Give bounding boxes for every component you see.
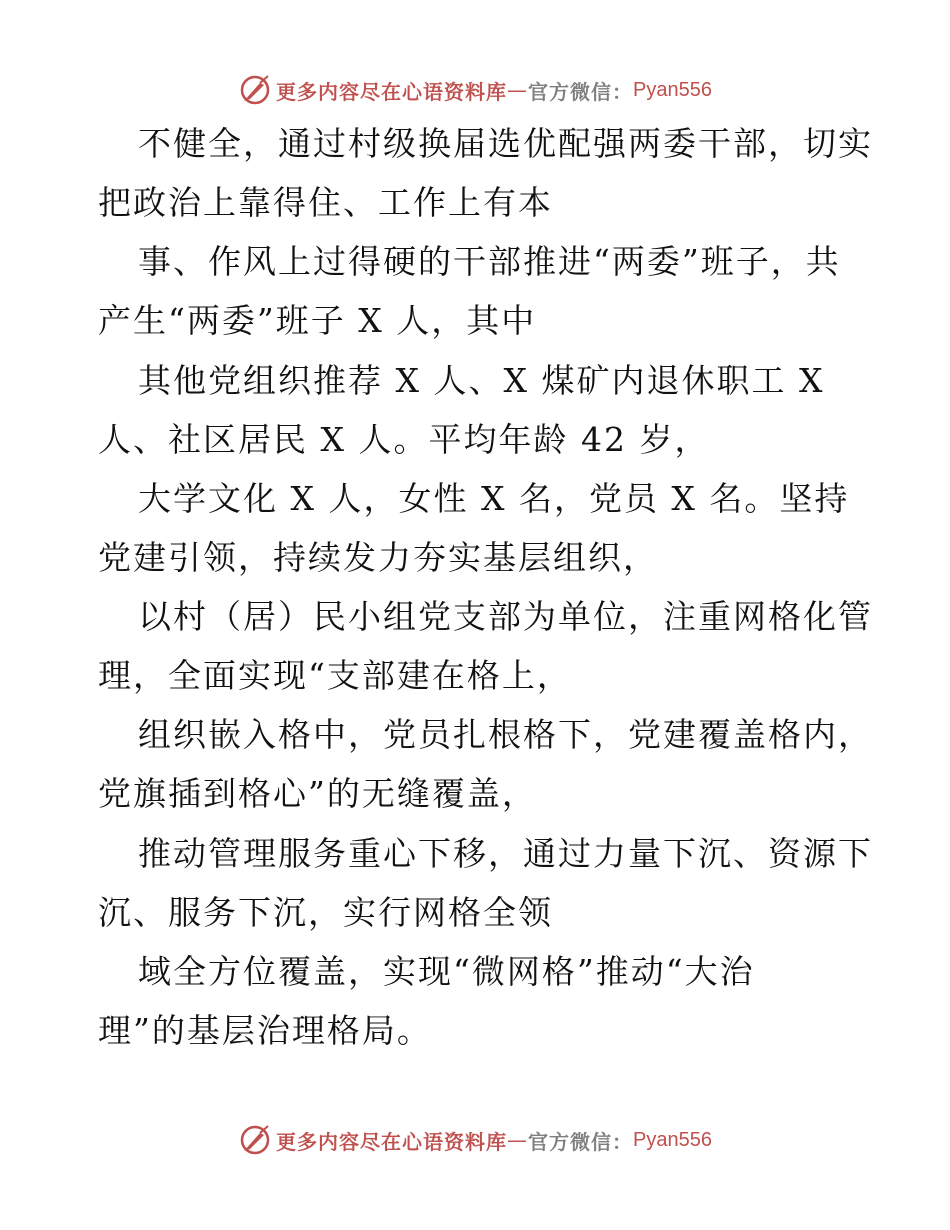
paragraph-line: 域全方位覆盖，实现“微网格”推动“大治: [138, 952, 755, 991]
paragraph-line: 事、作风上过得硬的干部推进“两委”班子，共: [138, 242, 841, 281]
paragraph-line: 其他党组织推荐 X 人、X 煤矿内退休职工 X: [138, 361, 825, 400]
header-watermark: [0, 70, 950, 110]
banner-main-text: 更多内容尽在心语资料库: [276, 79, 508, 104]
paragraph-line: 推动管理服务重心下移，通过力量下沉、资源下: [138, 834, 873, 873]
paragraph-line: 人、社区居民 X 人。平均年龄 42 岁，: [98, 420, 710, 459]
paragraph-line: 理，全面实现“支部建在格上，: [98, 656, 572, 695]
banner-separator: —: [507, 1128, 529, 1152]
paragraph-line: 组织嵌入格中，党员扎根格下，党建覆盖格内，: [138, 715, 873, 754]
paragraph-line: 产生“两委”班子 X 人，其中: [98, 301, 537, 340]
quill-logo-icon: [238, 73, 272, 107]
banner-wechat-id: Pyan556: [633, 78, 712, 101]
paragraph-line: 把政治上靠得住、工作上有本: [98, 183, 553, 222]
footer-watermark: [0, 1120, 950, 1160]
banner-main-text: 更多内容尽在心语资料库: [276, 1129, 508, 1154]
paragraph-line: 党建引领，持续发力夯实基层组织，: [98, 538, 658, 577]
paragraph-line: 大学文化 X 人，女性 X 名，党员 X 名。坚持: [138, 479, 850, 518]
banner-separator: —: [507, 78, 529, 102]
paragraph-line: 党旗插到格心”的无缝覆盖，: [98, 774, 537, 813]
banner-label: 官方微信：: [528, 79, 634, 104]
banner-wechat-id: Pyan556: [633, 1128, 712, 1151]
quill-logo-icon: [238, 1123, 272, 1157]
banner-label: 官方微信：: [528, 1129, 634, 1154]
paragraph-line: 以村（居）民小组党支部为单位，注重网格化管: [138, 597, 873, 636]
paragraph-line: 沉、服务下沉，实行网格全领: [98, 893, 553, 932]
paragraph-line: 理”的基层治理格局。: [98, 1011, 432, 1050]
paragraph-line: 不健全，通过村级换届选优配强两委干部，切实: [138, 124, 873, 163]
